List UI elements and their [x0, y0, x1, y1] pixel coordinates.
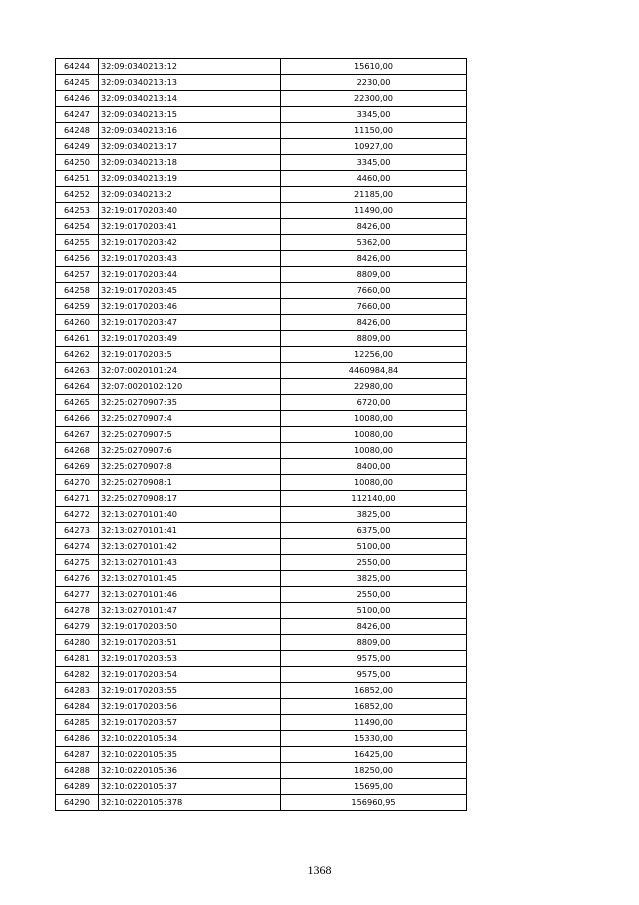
table-row: [56, 315, 467, 331]
cadastral-number-cell: 32:09:0340213:12: [99, 59, 281, 75]
table-row: [56, 779, 467, 795]
cadastral-number-cell: 32:13:0270101:46: [99, 587, 281, 603]
row-number-cell: 64254: [56, 219, 99, 235]
table-row: [56, 363, 467, 379]
row-number-cell: 64283: [56, 683, 99, 699]
row-number-cell: 64260: [56, 315, 99, 331]
row-number-cell: 64274: [56, 539, 99, 555]
cadastral-number-cell: 32:13:0270101:43: [99, 555, 281, 571]
cadastral-number-cell: 32:19:0170203:49: [99, 331, 281, 347]
value-cell: 10080,00: [281, 475, 467, 491]
table-row: [56, 523, 467, 539]
value-cell: 5362,00: [281, 235, 467, 251]
cadastral-number-cell: 32:10:0220105:35: [99, 747, 281, 763]
row-number-cell: 64277: [56, 587, 99, 603]
row-number-cell: 64253: [56, 203, 99, 219]
value-cell: 4460984,84: [281, 363, 467, 379]
table-row: [56, 427, 467, 443]
row-number-cell: 64272: [56, 507, 99, 523]
value-cell: 3825,00: [281, 571, 467, 587]
cadastral-number-cell: 32:19:0170203:5: [99, 347, 281, 363]
table-row: [56, 283, 467, 299]
row-number-cell: 64284: [56, 699, 99, 715]
cadastral-number-cell: 32:10:0220105:36: [99, 763, 281, 779]
row-number-cell: 64270: [56, 475, 99, 491]
value-cell: 15695,00: [281, 779, 467, 795]
row-number-cell: 64251: [56, 171, 99, 187]
table-row: [56, 555, 467, 571]
table-row: [56, 171, 467, 187]
cadastral-number-cell: 32:19:0170203:57: [99, 715, 281, 731]
row-number-cell: 64276: [56, 571, 99, 587]
value-cell: 2550,00: [281, 555, 467, 571]
table-row: [56, 139, 467, 155]
cadastral-number-cell: 32:25:0270907:35: [99, 395, 281, 411]
page-number: 1368: [307, 863, 332, 877]
value-cell: 7660,00: [281, 283, 467, 299]
table-row: [56, 395, 467, 411]
cadastral-number-cell: 32:10:0220105:34: [99, 731, 281, 747]
cadastral-number-cell: 32:19:0170203:50: [99, 619, 281, 635]
table-row: [56, 667, 467, 683]
row-number-cell: 64266: [56, 411, 99, 427]
cadastral-number-cell: 32:07:0020101:24: [99, 363, 281, 379]
value-cell: 8426,00: [281, 619, 467, 635]
row-number-cell: 64269: [56, 459, 99, 475]
table-row: [56, 651, 467, 667]
value-cell: 10927,00: [281, 139, 467, 155]
row-number-cell: 64280: [56, 635, 99, 651]
row-number-cell: 64287: [56, 747, 99, 763]
cadastral-number-cell: 32:09:0340213:17: [99, 139, 281, 155]
value-cell: 10080,00: [281, 411, 467, 427]
table-row: [56, 59, 467, 75]
value-cell: 10080,00: [281, 427, 467, 443]
value-cell: 8426,00: [281, 315, 467, 331]
cadastral-number-cell: 32:25:0270907:8: [99, 459, 281, 475]
value-cell: 5100,00: [281, 539, 467, 555]
cadastral-number-cell: 32:19:0170203:40: [99, 203, 281, 219]
cadastral-number-cell: 32:19:0170203:51: [99, 635, 281, 651]
row-number-cell: 64273: [56, 523, 99, 539]
row-number-cell: 64264: [56, 379, 99, 395]
cadastral-number-cell: 32:25:0270908:17: [99, 491, 281, 507]
table-row: [56, 219, 467, 235]
table-row: [56, 619, 467, 635]
row-number-cell: 64279: [56, 619, 99, 635]
row-number-cell: 64288: [56, 763, 99, 779]
table-row: [56, 731, 467, 747]
row-number-cell: 64259: [56, 299, 99, 315]
table-row: [56, 187, 467, 203]
value-cell: 8809,00: [281, 635, 467, 651]
row-number-cell: 64290: [56, 795, 99, 811]
value-cell: 15610,00: [281, 59, 467, 75]
table-row: [56, 107, 467, 123]
cadastral-number-cell: 32:19:0170203:53: [99, 651, 281, 667]
value-cell: 3345,00: [281, 107, 467, 123]
row-number-cell: 64246: [56, 91, 99, 107]
value-cell: 8426,00: [281, 251, 467, 267]
cadastral-number-cell: 32:25:0270907:4: [99, 411, 281, 427]
table-row: [56, 475, 467, 491]
cadastral-number-cell: 32:09:0340213:18: [99, 155, 281, 171]
value-cell: 11490,00: [281, 715, 467, 731]
value-cell: 10080,00: [281, 443, 467, 459]
row-number-cell: 64261: [56, 331, 99, 347]
row-number-cell: 64250: [56, 155, 99, 171]
value-cell: 11150,00: [281, 123, 467, 139]
value-cell: 16852,00: [281, 699, 467, 715]
table-row: [56, 715, 467, 731]
cadastral-number-cell: 32:19:0170203:41: [99, 219, 281, 235]
table-row: [56, 507, 467, 523]
cadastral-number-cell: 32:19:0170203:43: [99, 251, 281, 267]
row-number-cell: 64255: [56, 235, 99, 251]
value-cell: 8809,00: [281, 267, 467, 283]
value-cell: 8809,00: [281, 331, 467, 347]
row-number-cell: 64268: [56, 443, 99, 459]
row-number-cell: 64286: [56, 731, 99, 747]
value-cell: 22980,00: [281, 379, 467, 395]
table-row: [56, 539, 467, 555]
table-row: [56, 491, 467, 507]
cadastral-number-cell: 32:09:0340213:14: [99, 91, 281, 107]
row-number-cell: 64248: [56, 123, 99, 139]
row-number-cell: 64282: [56, 667, 99, 683]
value-cell: 16852,00: [281, 683, 467, 699]
table-row: [56, 587, 467, 603]
value-cell: 3345,00: [281, 155, 467, 171]
cadastral-number-cell: 32:07:0020102:120: [99, 379, 281, 395]
cadastral-number-cell: 32:13:0270101:42: [99, 539, 281, 555]
value-cell: 7660,00: [281, 299, 467, 315]
cadastral-number-cell: 32:09:0340213:15: [99, 107, 281, 123]
table-row: [56, 299, 467, 315]
row-number-cell: 64249: [56, 139, 99, 155]
value-cell: 8426,00: [281, 219, 467, 235]
row-number-cell: 64271: [56, 491, 99, 507]
table-row: [56, 443, 467, 459]
row-number-cell: 64281: [56, 651, 99, 667]
value-cell: 5100,00: [281, 603, 467, 619]
row-number-cell: 64252: [56, 187, 99, 203]
row-number-cell: 64265: [56, 395, 99, 411]
table-row: [56, 251, 467, 267]
cadastral-number-cell: 32:19:0170203:46: [99, 299, 281, 315]
row-number-cell: 64278: [56, 603, 99, 619]
row-number-cell: 64258: [56, 283, 99, 299]
table-row: [56, 763, 467, 779]
cadastral-number-cell: 32:19:0170203:44: [99, 267, 281, 283]
table-row: [56, 203, 467, 219]
cadastral-number-cell: 32:09:0340213:16: [99, 123, 281, 139]
table-row: [56, 155, 467, 171]
row-number-cell: 64245: [56, 75, 99, 91]
table-row: [56, 411, 467, 427]
value-cell: 15330,00: [281, 731, 467, 747]
row-number-cell: 64247: [56, 107, 99, 123]
table-row: [56, 571, 467, 587]
table-row: [56, 331, 467, 347]
cadastral-number-cell: 32:25:0270907:5: [99, 427, 281, 443]
cadastral-number-cell: 32:19:0170203:55: [99, 683, 281, 699]
value-cell: 16425,00: [281, 747, 467, 763]
value-cell: 8400,00: [281, 459, 467, 475]
cadastral-number-cell: 32:10:0220105:378: [99, 795, 281, 811]
value-cell: 112140,00: [281, 491, 467, 507]
value-cell: 2550,00: [281, 587, 467, 603]
value-cell: 6375,00: [281, 523, 467, 539]
row-number-cell: 64285: [56, 715, 99, 731]
table-row: [56, 635, 467, 651]
cadastral-number-cell: 32:10:0220105:37: [99, 779, 281, 795]
row-number-cell: 64275: [56, 555, 99, 571]
value-cell: 11490,00: [281, 203, 467, 219]
cadastral-number-cell: 32:19:0170203:56: [99, 699, 281, 715]
table-body: [56, 59, 467, 811]
table-row: [56, 91, 467, 107]
row-number-cell: 64244: [56, 59, 99, 75]
value-cell: 3825,00: [281, 507, 467, 523]
value-cell: 9575,00: [281, 651, 467, 667]
value-cell: 2230,00: [281, 75, 467, 91]
row-number-cell: 64262: [56, 347, 99, 363]
table-row: [56, 75, 467, 91]
table-row: [56, 683, 467, 699]
row-number-cell: 64289: [56, 779, 99, 795]
cadastral-number-cell: 32:25:0270907:6: [99, 443, 281, 459]
value-cell: 9575,00: [281, 667, 467, 683]
cadastral-number-cell: 32:13:0270101:40: [99, 507, 281, 523]
table-row: [56, 699, 467, 715]
table-row: [56, 459, 467, 475]
value-cell: 4460,00: [281, 171, 467, 187]
value-cell: 6720,00: [281, 395, 467, 411]
cadastral-number-cell: 32:13:0270101:45: [99, 571, 281, 587]
row-number-cell: 64257: [56, 267, 99, 283]
table-row: [56, 379, 467, 395]
table-row: [56, 235, 467, 251]
cadastral-number-cell: 32:09:0340213:13: [99, 75, 281, 91]
cadastral-number-cell: 32:13:0270101:47: [99, 603, 281, 619]
row-number-cell: 64256: [56, 251, 99, 267]
cadastral-number-cell: 32:19:0170203:54: [99, 667, 281, 683]
cadastral-number-cell: 32:09:0340213:2: [99, 187, 281, 203]
row-number-cell: 64263: [56, 363, 99, 379]
value-cell: 156960,95: [281, 795, 467, 811]
row-number-cell: 64267: [56, 427, 99, 443]
cadastral-number-cell: 32:13:0270101:41: [99, 523, 281, 539]
cadastral-value-table: [55, 58, 467, 811]
table-row: [56, 347, 467, 363]
table-row: [56, 603, 467, 619]
table-row: [56, 795, 467, 811]
value-cell: 21185,00: [281, 187, 467, 203]
table-row: [56, 123, 467, 139]
value-cell: 18250,00: [281, 763, 467, 779]
cadastral-number-cell: 32:19:0170203:42: [99, 235, 281, 251]
cadastral-number-cell: 32:09:0340213:19: [99, 171, 281, 187]
value-cell: 12256,00: [281, 347, 467, 363]
cadastral-number-cell: 32:19:0170203:45: [99, 283, 281, 299]
table-row: [56, 747, 467, 763]
table-row: [56, 267, 467, 283]
cadastral-number-cell: 32:25:0270908:1: [99, 475, 281, 491]
cadastral-number-cell: 32:19:0170203:47: [99, 315, 281, 331]
value-cell: 22300,00: [281, 91, 467, 107]
